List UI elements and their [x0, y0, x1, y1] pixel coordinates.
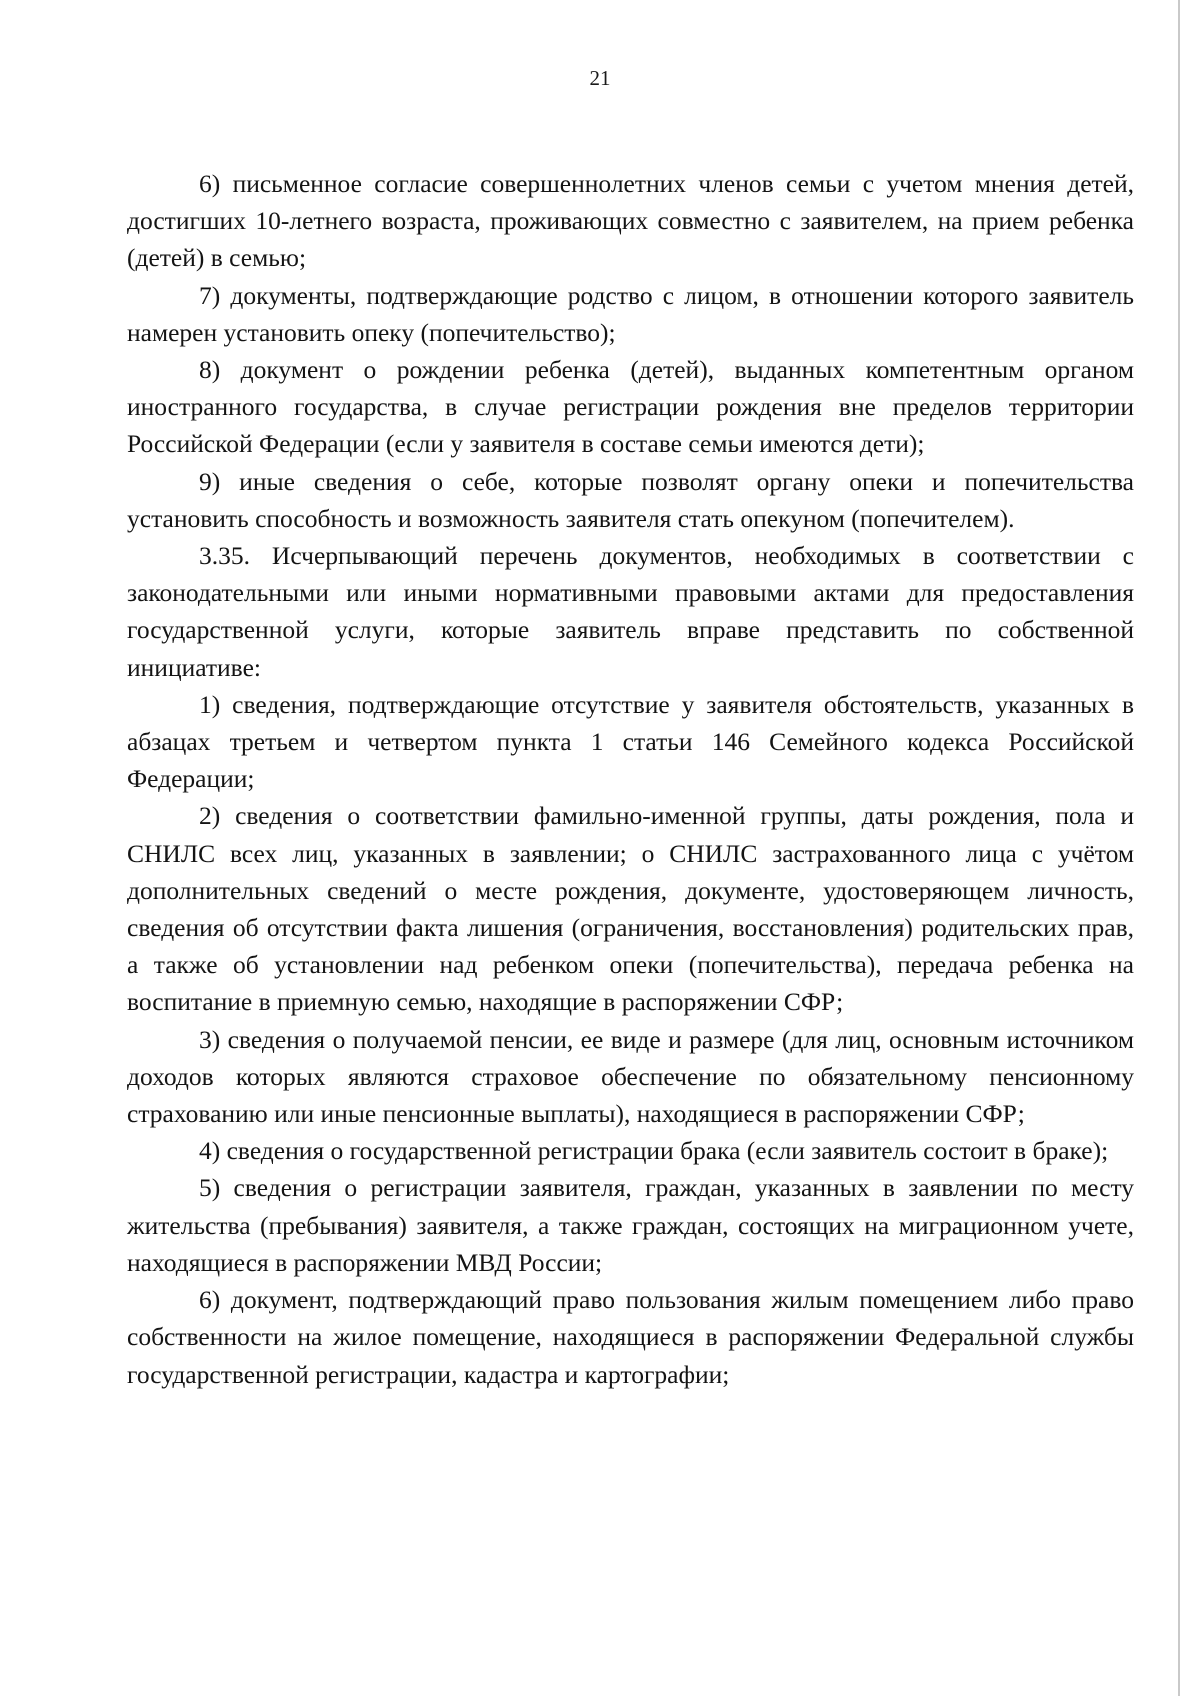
paragraph-item-9-other-information: 9) иные сведения о себе, которые позволят органу опеки и попечительства установить способность и возможность заявителя стать опекуном (попечителем).	[127, 466, 1134, 533]
paragraph-item-3-pension-information: 3) сведения о получаемой пенсии, ее виде и размере (для лиц, основным источником доходов которых являются страховое обеспечение по обязательному пенсионному страхованию или иные пенсионные выплаты), находящиеся в распоряжении СФР;	[127, 1024, 1134, 1129]
page-number: 21	[589, 66, 611, 90]
page-edge-line	[1178, 0, 1180, 1696]
paragraph-clause-3-35: 3.35. Исчерпывающий перечень документов, необходимых в соответствии с законодательными или иными нормативными правовыми актами для предоставления государственной услуги, которые заявитель вправе представить по собственной инициативе:	[127, 541, 1134, 682]
paragraph-item-4-marriage-registration: 4) сведения о государственной регистрации брака (если заявитель состоит в браке);	[199, 1136, 1109, 1166]
paragraph-item-7-kinship-documents: 7) документы, подтверждающие родство с лицом, в отношении которого заявитель намерен установить опеку (попечительство);	[127, 280, 1134, 347]
paragraph-item-1-circumstances: 1) сведения, подтверждающие отсутствие у заявителя обстоятельств, указанных в абзацах третьем и четвертом пункта 1 статьи 146 Семейного кодекса Российской Федерации;	[127, 689, 1134, 794]
paragraph-item-2-snils-information: 2) сведения о соответствии фамильно-именной группы, даты рождения, пола и СНИЛС всех лиц, указанных в заявлении; о СНИЛС застрахованного лица с учётом дополнительных сведений о месте рождения, документе, удостоверяющем личность, сведения об отсутствии факта лишения (ограничения, восстановления) родительских прав, а также об установлении над ребенком опеки (попечительства), передача ребенка на воспитание в приемную семью, находящие в распоряжении СФР;	[127, 801, 1134, 1017]
paragraph-item-5-residence-registration: 5) сведения о регистрации заявителя, граждан, указанных в заявлении по месту жительства (пребывания) заявителя, а также граждан, состоящих на миграционном учете, находящиеся в распоряжении МВД России;	[127, 1173, 1134, 1277]
paragraph-item-6-housing-rights: 6) документ, подтверждающий право пользования жилым помещением либо право собственности на жилое помещение, находящиеся в распоряжении Федеральной службы государственной регистрации, кадастра и картографии;	[127, 1285, 1134, 1389]
paragraph-item-8-foreign-birth-document: 8) документ о рождении ребенка (детей), выданных компетентным органом иностранного государства, в случае регистрации рождения вне пределов территории Российской Федерации (если у заявителя в составе семьи имеются дети);	[127, 355, 1134, 459]
document-body	[127, 165, 1134, 1393]
paragraph-item-6-family-consent: 6) письменное согласие совершеннолетних членов семьи с учетом мнения детей, достигших 10-летнего возраста, проживающих совместно с заявителем, на прием ребенка (детей) в семью;	[127, 169, 1134, 273]
